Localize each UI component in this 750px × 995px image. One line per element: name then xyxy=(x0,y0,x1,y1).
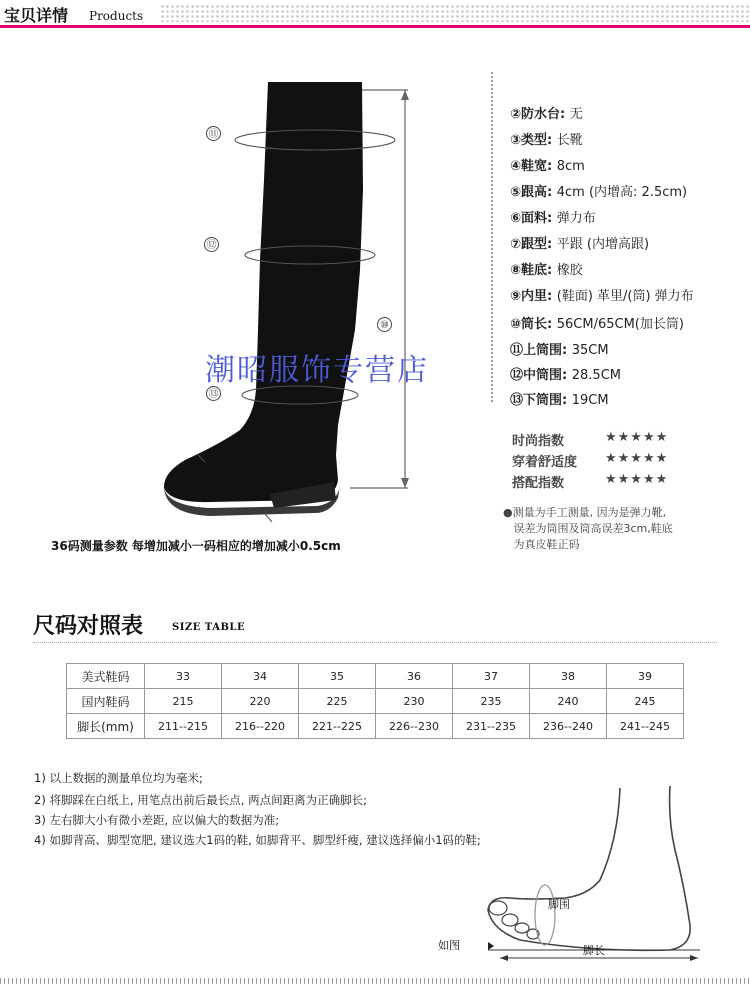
row-head-foot-length: 脚长(mm) xyxy=(67,714,145,739)
row-head-cn-size: 国内鞋码 xyxy=(67,689,145,714)
note-item: 3) 左右脚大小有微小差距, 应以偏大的数据为准; xyxy=(34,813,280,827)
measurement-note: ●测量为手工测量, 因为是弹力靴, 误差为筒围及筒高误差3cm,鞋底 为真皮鞋正码 xyxy=(503,506,673,551)
table-cell: 216--220 xyxy=(222,714,299,739)
table-cell: 225 xyxy=(299,689,376,714)
table-cell: 241--245 xyxy=(607,714,684,739)
table-row xyxy=(67,689,684,714)
boot-illustration xyxy=(150,70,450,540)
rating-stars-matching: ★★★★★ xyxy=(605,472,669,487)
table-cell: 231--235 xyxy=(453,714,530,739)
marker-lower-girth: ⑬ xyxy=(206,386,221,401)
spec-item-lining: ⑨内里: (鞋面) 革里/(筒) 弹力布 xyxy=(510,289,694,304)
size-table-title: 尺码对照表 xyxy=(33,613,144,639)
table-cell: 245 xyxy=(607,689,684,714)
note-item: 1) 以上数据的测量单位均为毫米; xyxy=(34,771,203,785)
foot-diagram xyxy=(470,780,740,980)
table-cell: 34 xyxy=(222,664,299,689)
size-title-divider xyxy=(33,642,717,643)
table-cell: 235 xyxy=(453,689,530,714)
table-cell: 35 xyxy=(299,664,376,689)
rating-label-matching: 搭配指数 xyxy=(512,476,565,491)
spec-item-shaft-length: ⑩筒长: 56CM/65CM(加长筒) xyxy=(510,317,684,332)
table-cell: 39 xyxy=(607,664,684,689)
spec-item-middle-girth: ⑫中筒围: 28.5CM xyxy=(510,368,621,383)
foot-length-label: 脚长 xyxy=(583,944,605,957)
note-item: 4) 如脚背高、脚型宽肥, 建议选大1码的鞋, 如脚背平、脚型纤瘦, 建议选择偏小1码的鞋; xyxy=(34,833,481,847)
marker-shaft-height: ⑩ xyxy=(377,317,392,332)
table-cell: 220 xyxy=(222,689,299,714)
spec-item-width: ④鞋宽: 8cm xyxy=(510,159,585,174)
as-shown-label: 如图 xyxy=(438,939,460,952)
marker-middle-girth: ⑫ xyxy=(204,237,219,252)
table-cell: 211--215 xyxy=(145,714,222,739)
table-cell: 240 xyxy=(530,689,607,714)
bottom-ruler xyxy=(0,978,750,984)
row-head-us-size: 美式鞋码 xyxy=(67,664,145,689)
table-cell: 37 xyxy=(453,664,530,689)
table-cell: 226--230 xyxy=(376,714,453,739)
rating-label-comfort: 穿着舒适度 xyxy=(512,455,578,470)
table-cell: 215 xyxy=(145,689,222,714)
header-accent-line xyxy=(0,25,750,28)
table-row xyxy=(67,664,684,689)
rating-stars-comfort: ★★★★★ xyxy=(605,451,669,466)
foot-girth-label: 脚围 xyxy=(548,898,570,911)
marker-upper-girth: ⑪ xyxy=(206,126,221,141)
table-cell: 38 xyxy=(530,664,607,689)
spec-item-waterproof-platform: ②防水台: 无 xyxy=(510,107,583,122)
table-cell: 221--225 xyxy=(299,714,376,739)
spec-item-type: ③类型: 长靴 xyxy=(510,133,583,148)
page-title: 宝贝详情 xyxy=(4,6,69,25)
spec-item-material: ⑥面料: 弹力布 xyxy=(510,211,596,226)
spec-item-heel-type: ⑦跟型: 平跟 (内增高跟) xyxy=(510,237,650,252)
rating-label-fashion: 时尚指数 xyxy=(512,434,565,449)
size-table-title-en: SIZE TABLE xyxy=(172,622,246,633)
spec-item-lower-girth: ⑬下筒围: 19CM xyxy=(510,393,609,408)
store-watermark: 潮昭服饰专营店 xyxy=(205,353,429,388)
rating-stars-fashion: ★★★★★ xyxy=(605,430,669,445)
size-table xyxy=(66,663,684,739)
header-dot-pattern xyxy=(160,4,750,22)
spec-item-heel-height: ⑤跟高: 4cm (内增高: 2.5cm) xyxy=(510,185,688,200)
spec-item-sole: ⑧鞋底: 橡胶 xyxy=(510,263,583,278)
table-cell: 236--240 xyxy=(530,714,607,739)
boot-shape xyxy=(164,82,363,502)
page-subtitle: Products xyxy=(89,9,144,23)
table-row xyxy=(67,714,684,739)
table-cell: 230 xyxy=(376,689,453,714)
section-divider xyxy=(491,72,493,402)
table-cell: 33 xyxy=(145,664,222,689)
table-cell: 36 xyxy=(376,664,453,689)
note-item: 2) 将脚踩在白纸上, 用笔点出前后最长点, 两点间距离为正确脚长; xyxy=(34,793,367,807)
measurement-caption: 36码测量参数 每增加减小一码相应的增加减小0.5cm xyxy=(51,539,341,553)
spec-item-upper-girth: ⑪上筒围: 35CM xyxy=(510,343,609,358)
